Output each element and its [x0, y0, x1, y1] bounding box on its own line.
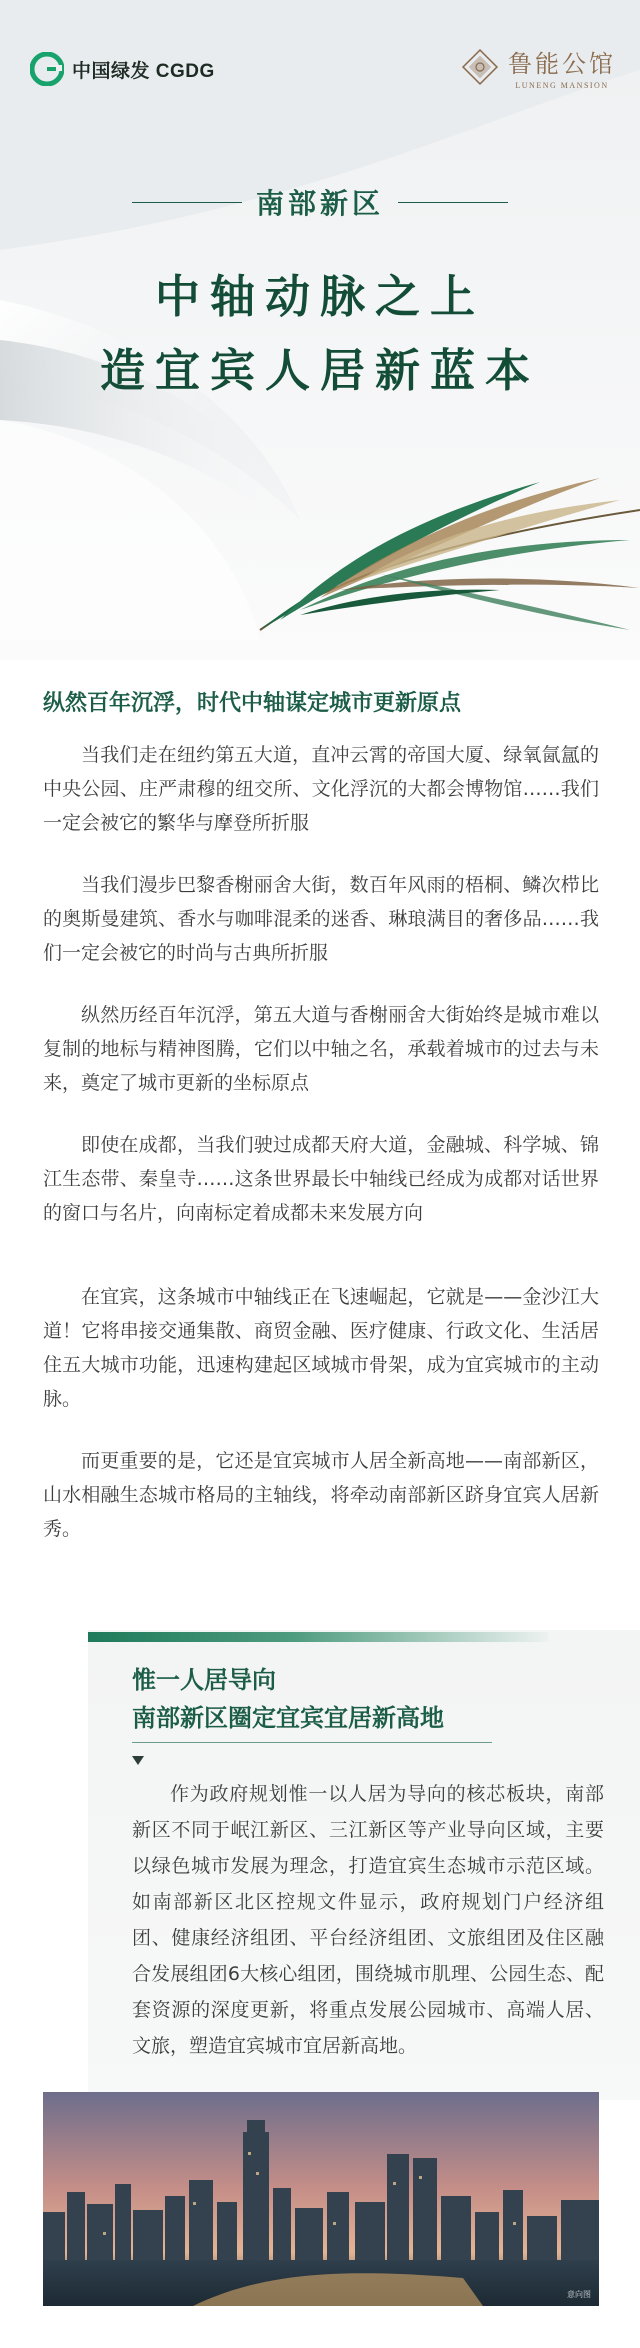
paragraph-jinshajiang-avenue: 在宜宾，这条城市中轴线正在飞速崛起，它就是——金沙江大道！它将串接交通集散、商贸金融、医疗健康、行政文化、生活居住五大城市功能，迅速构建起区域城市骨架，成为宜宾城市的主动脉。 [43, 1286, 599, 1410]
paragraph-chengdu-axis: 即使在成都，当我们驶过成都天府大道，金融城、科学城、锦江生态带、秦皇寺……这条世界最长中轴线已经成为成都对话世界的窗口与名片，向南标定着成都未来发展方向 [43, 1134, 599, 1224]
card-title-line-1: 惟一人居导向 [132, 1666, 276, 1694]
paragraph-fifth-avenue: 当我们走在纽约第五大道，直冲云霄的帝国大厦、绿氧氤氲的中央公园、庄严肃穆的纽交所、文化浮沉的大都会博物馆……我们一定会被它的繁华与摩登所折服 [43, 744, 599, 834]
headline-line-1: 中轴动脉之上 [154, 270, 485, 323]
headline-line-2: 造宜宾人居新蓝本 [99, 344, 540, 397]
card-title-line-2: 南部新区圈定宜宾宜居新高地 [132, 1704, 444, 1732]
card-accent-bar [88, 1632, 548, 1642]
luneng-mansion-english: LUNENG MANSION [515, 81, 609, 90]
cgdg-logo [30, 52, 215, 86]
city-skyline-photo [43, 2092, 599, 2306]
luneng-mansion-name: 鲁能公馆 [508, 50, 616, 78]
photo-caption: 意向图 [567, 2290, 591, 2299]
cgdg-logo-icon [30, 52, 64, 86]
paragraph-city-landmark: 纵然历经百年沉浮，第五大道与香榭丽舍大街始终是城市难以复制的地标与精神图腾，它们以中轴之名，承载着城市的过去与未来，奠定了城市更新的坐标原点 [43, 1004, 599, 1094]
cgdg-logo-text: 中国绿发 CGDG [72, 60, 215, 82]
card-divider [132, 1742, 492, 1743]
section-title: 纵然百年沉浮，时代中轴谋定城市更新原点 [43, 691, 462, 716]
diamond-seal-icon [460, 47, 500, 87]
district-label: 南部新区 [255, 187, 384, 220]
luneng-mansion-logo [460, 44, 616, 90]
divider-left [132, 202, 242, 203]
skyline-illustration [43, 2092, 599, 2306]
leaf-illustration [240, 470, 640, 640]
paragraph-southern-district: 而更重要的是，它还是宜宾城市人居全新高地——南部新区，山水相融生态城市格局的主轴线，将牵动南部新区跻身宜宾人居新秀。 [43, 1450, 599, 1540]
district-heading [0, 182, 640, 222]
card-paragraph: 作为政府规划惟一以人居为导向的核芯板块，南部新区不同于岷江新区、三江新区等产业导向区域，主要以绿色城市发展为理念，打造宜宾生态城市示范区域。如南部新区北区控规文件显示，政府规划门户经济组团、健康经济组团、平台经济组团、文旅组团及住区融合发展组团6大核心组团，围绕城市肌理、公园生态、配套资源的深度更新，将重点发展公园城市、高端人居、文旅，塑造宜宾城市宜居新高地。 [132, 1783, 604, 2057]
triangle-down-icon [132, 1756, 144, 1765]
paragraph-champs-elysees: 当我们漫步巴黎香榭丽舍大街，数百年风雨的梧桐、鳞次栉比的奥斯曼建筑、香水与咖啡混柔的迷香、琳琅满目的奢侈品……我们一定会被它的时尚与古典所折服 [43, 874, 599, 964]
hero-banner [0, 0, 640, 660]
divider-right [398, 202, 508, 203]
